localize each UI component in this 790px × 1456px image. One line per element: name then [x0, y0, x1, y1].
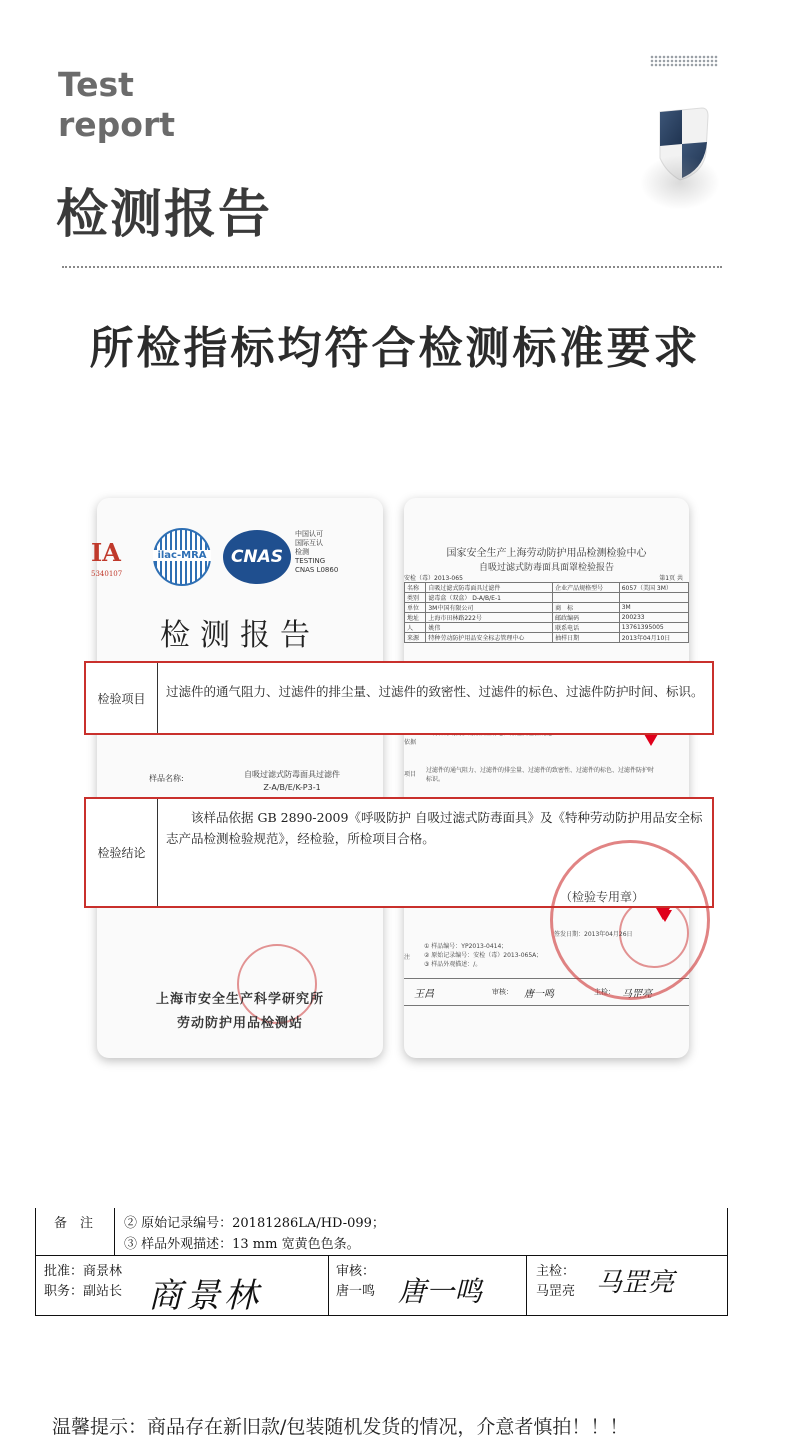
stamp-label: （检验专用章） [560, 890, 645, 904]
remarks-label: 备 注 [54, 1216, 94, 1231]
remarks-row [36, 1208, 727, 1256]
page-title: 检测报告 [56, 185, 273, 245]
inspection-items-label: 检验项目 [86, 663, 158, 733]
cnas-logo: CNAS [223, 530, 291, 584]
slogan-heading: 所检指标均符合检测标准要求 [89, 323, 701, 374]
inspector-label: 主检： [536, 1264, 576, 1279]
table-row: 名称 自吸过滤式防毒面具过滤件 企业产品规格型号 6057（美国 3M） [405, 583, 689, 593]
shipping-notice: 温馨提示：商品存在新旧款/包装随机发货的情况，介意者慎拍！！！ [52, 1416, 629, 1438]
table-row: 地址 上海市田林路222号 邮政编码 200233 [405, 613, 689, 623]
institute-name-2: 劳动防护用品检测站 [176, 1016, 303, 1031]
cma-logo: IA 5340107 [91, 538, 123, 578]
reviewer-signature: 唐一鸣 [398, 1275, 483, 1308]
report-number: 安检（毒）2013-065 [404, 575, 463, 582]
inspection-items-callout [84, 661, 714, 735]
inspector-signature: 马罡亮 [596, 1268, 675, 1298]
cnas-caption: 中国认可 国际互认 检测 TESTING CNAS L0860 [295, 530, 339, 574]
sample-name-value: 自吸过滤式防毒面具过滤件 Z-A/B/E/K-P3-1 [244, 770, 340, 792]
table-row: 人 姚伟 联系电话 13761395005 [405, 623, 689, 633]
official-stamp [550, 840, 710, 1000]
review-label: 审核： [492, 988, 513, 996]
inspector-label: 主检： [594, 988, 615, 996]
cover-title: 检测报告 [160, 618, 320, 653]
table-row: 类别 滤毒盒（双盒） D-A/B/E-1 [405, 593, 689, 603]
page-number: 第1页 共 [659, 575, 683, 582]
approver-signature: 商景林 [148, 1276, 262, 1316]
inspector-name: 马罡亮 [536, 1284, 576, 1299]
remarks-signature-table [35, 1208, 728, 1316]
pointer-triangle [656, 908, 670, 920]
institute-name-1: 上海市安全生产科学研究所 [155, 992, 324, 1007]
inspector-signature: 马罡亮 [622, 989, 652, 1000]
reviewer-label: 审核： [336, 1264, 376, 1279]
basis-key: 依据 [404, 739, 417, 746]
report-info-table [404, 582, 689, 643]
report-cover-card [91, 498, 383, 1058]
pointer-triangle [644, 734, 658, 746]
table-row: 单位 3M中国有限公司 商 标 3M [405, 603, 689, 613]
header-en-line1: Test [58, 65, 134, 104]
report-center-title: 国家安全生产上海劳动防护用品检测检验中心 [446, 548, 647, 559]
report-subtitle: 自吸过滤式防毒面具面罩检验报告 [478, 563, 614, 573]
inspection-items-value: 过滤件的通气阻力、过滤件的排尘量、过滤件的致密性、过滤件的标色、过滤件防护时间、标识。 [166, 684, 704, 699]
sample-name-label: 样品名称: [149, 774, 184, 783]
position-label: 职务：副站长 [44, 1284, 123, 1299]
items-key: 项目 [404, 771, 417, 778]
items-section: 过滤件的通气阻力、过滤件的排尘量、过滤件的致密性、过滤件的标色、过滤件防护时 标识。 [426, 767, 655, 783]
shield-badge-icon [630, 100, 730, 215]
ilac-mra-logo: ilac-MRA [153, 528, 211, 586]
conclusion-value: 该样品依据 GB 2890-2009《呼吸防护 自吸过滤式防毒面具》及《特种劳动防护用品安全标志产品检测检验规范》，经检验，所检项目合格。 [166, 810, 703, 846]
certification-logos [91, 528, 383, 588]
approver-signature: 王昌 [414, 989, 434, 1000]
issue-date: 签发日期：2013年04月26日 [554, 931, 633, 938]
report-notes: ① 样品编号：YP2013-0414； ② 原始记录编号：安检（毒）2013-065A； ③ 样品外观描述：/。 [424, 943, 543, 968]
header-en-line2: report [58, 105, 175, 144]
remark-item: ② 原始记录编号：20181286LA/HD-099； [124, 1216, 385, 1231]
table-row: 来源 特种劳动防护用品安全标志管理中心 抽样日期 2013年04月10日 [405, 633, 689, 643]
signature-row [36, 1256, 727, 1316]
dotted-divider [62, 266, 722, 268]
remark-item: ③ 样品外观描述：13 mm 宽黄色色条。 [124, 1237, 360, 1252]
reviewer-name: 唐一鸣 [336, 1284, 376, 1299]
notes-key: 注 [404, 954, 411, 961]
reviewer-signature: 唐一鸣 [524, 989, 554, 1000]
approver-label: 批准：商景林 [44, 1264, 123, 1279]
conclusion-label: 检验结论 [86, 799, 158, 906]
dot-pattern-decoration [650, 55, 718, 67]
